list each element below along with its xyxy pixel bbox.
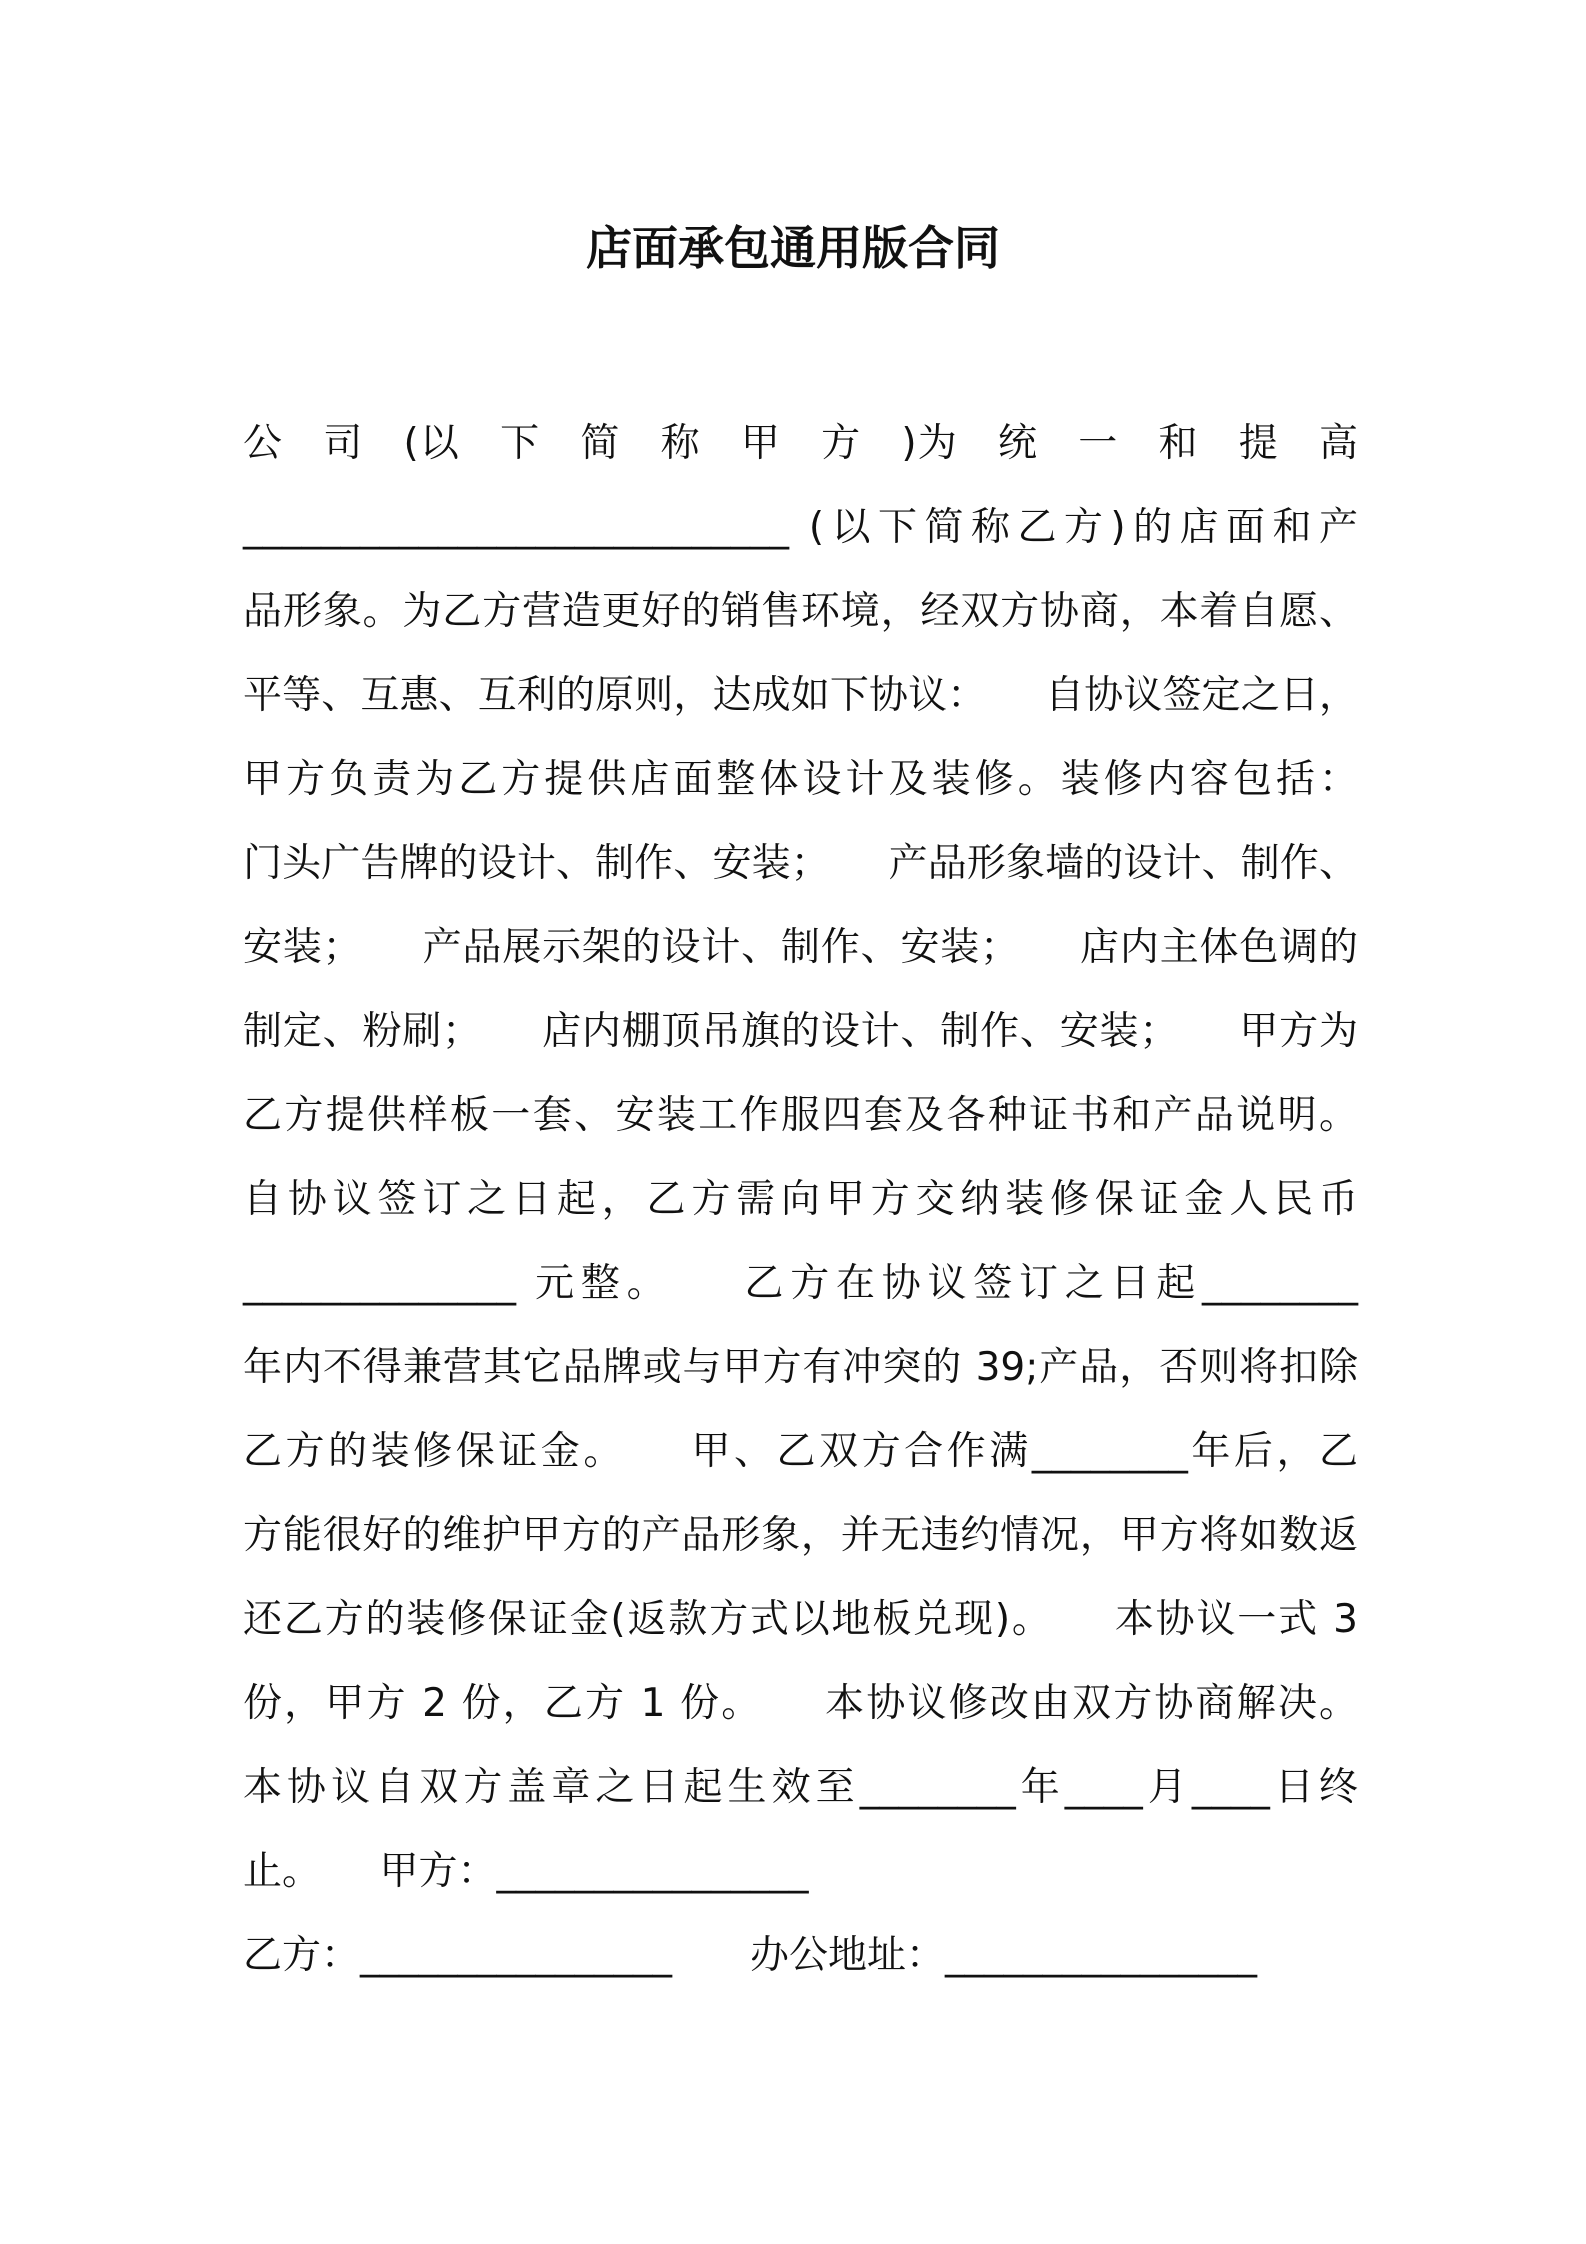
- document-title: 店面承包通用版合同: [586, 221, 1000, 275]
- contract-body: [243, 402, 1358, 1998]
- body-line: 还乙方的装修保证金(返款方式以地板兑现)。 本协议一式 3: [243, 1597, 1358, 1642]
- body-line: 乙方的装修保证金。 甲、乙双方合作满________年后，乙: [243, 1429, 1358, 1474]
- body-line: 品形象。为乙方营造更好的销售环境，经双方协商，本着自愿、: [243, 589, 1358, 634]
- body-line: 自协议签订之日起，乙方需向甲方交纳装修保证金人民币: [243, 1177, 1358, 1222]
- body-line: 份，甲方 2 份，乙方 1 份。 本协议修改由双方协商解决。: [243, 1681, 1358, 1726]
- body-line: 制定、粉刷； 店内棚顶吊旗的设计、制作、安装； 甲方为: [243, 1009, 1358, 1054]
- body-line: ______________ 元整。 乙方在协议签订之日起________: [243, 1261, 1358, 1306]
- body-line: 公 司 (以 下 简 称 甲 方 )为 统 一 和 提 高: [243, 421, 1358, 466]
- body-line: 甲方负责为乙方提供店面整体设计及装修。装修内容包括：: [243, 757, 1358, 802]
- body-line: 门头广告牌的设计、制作、安装； 产品形象墙的设计、制作、: [243, 841, 1358, 886]
- body-line: 年内不得兼营其它品牌或与甲方有冲突的 39;产品，否则将扣除: [243, 1345, 1358, 1390]
- body-line: 乙方提供样板一套、安装工作服四套及各种证书和产品说明。: [243, 1093, 1358, 1138]
- body-line: 本协议自双方盖章之日起生效至________年____月____日终: [243, 1765, 1358, 1810]
- body-line: 平等、互惠、互利的原则，达成如下协议： 自协议签定之日，: [243, 673, 1358, 718]
- body-line: ____________________________ (以下简称乙方)的店面和产: [243, 505, 1358, 550]
- body-line: 安装； 产品展示架的设计、制作、安装； 店内主体色调的: [243, 925, 1358, 970]
- body-line: 方能很好的维护甲方的产品形象，并无违约情况，甲方将如数返: [243, 1513, 1358, 1558]
- party-b-address-line: 乙方：________________ 办公地址：________________: [243, 1933, 1258, 1978]
- party-a-signature-line: 止。 甲方：________________: [243, 1849, 809, 1894]
